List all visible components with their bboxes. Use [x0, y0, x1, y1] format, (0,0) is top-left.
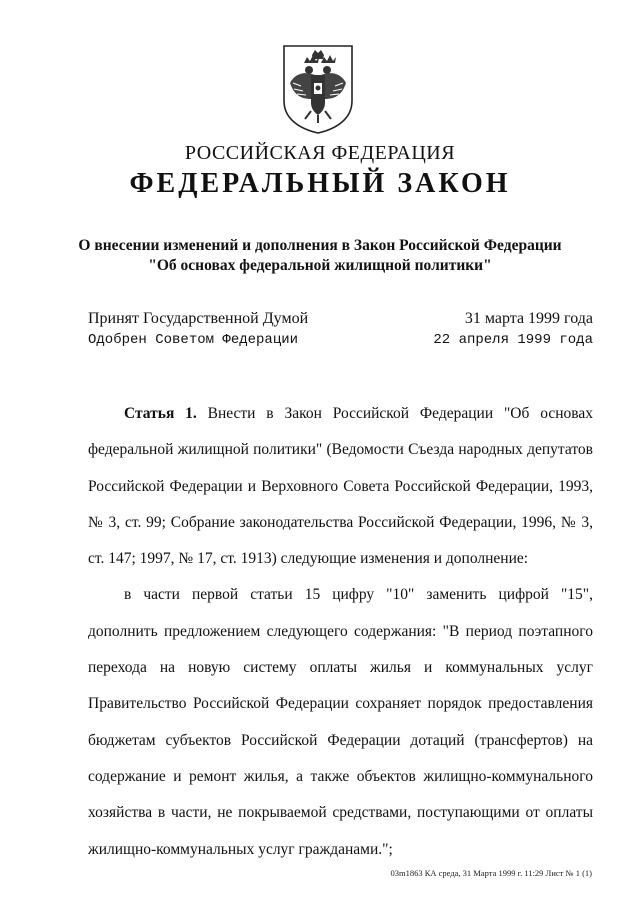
- article-heading: Статья 1.: [124, 405, 197, 422]
- document-type: ФЕДЕРАЛЬНЫЙ ЗАКОН: [129, 168, 511, 199]
- page-footer: 03m1863 КА среда, 31 Марта 1999 г. 11:29 Лист № 1 (1): [390, 868, 592, 878]
- adoption-label: Одобрен Советом Федерации: [88, 332, 299, 348]
- law-title-line-1: О внесении изменений и дополнения в Закон Российской Федерации: [78, 237, 562, 254]
- article-text: Внести в Закон Российской Федерации "Об основах федеральной жилищной политики" (Ведомости Съезда народных депутатов Российской Федерации и Верховного Совета Российской Федерации, 1993, № 3, ст. 99; Собрание законодательства Российской Федерации, 1996, № 3, ст. 147; 1997, № 17, ст. 1913) следующие изменения и дополнение:: [88, 405, 593, 568]
- article-paragraph: в части первой статьи 15 цифру "10" заменить цифрой "15", дополнить предложением следующего содержания: "В период поэтапного перехода на новую систему оплаты жилья и коммунальных услуг Правительство Российской Федерации сохраняет порядок предоставления бюджетам субъектов Российской Федерации дотаций (трансфертов) на содержание и ремонт жилья, а также объектов жилищно-коммунального хозяйства в части, не покрываемой средствами, поступающими от оплаты жилищно-коммунальных услуг гражданами.";: [88, 586, 593, 858]
- adoption-date: 31 марта 1999 года: [464, 310, 593, 327]
- article-paragraph: [88, 396, 593, 577]
- adoption-date: 22 апреля 1999 года: [433, 332, 593, 348]
- country-name: РОССИЙСКАЯ ФЕДЕРАЦИЯ: [184, 142, 456, 164]
- state-emblem-icon: [281, 43, 355, 135]
- law-title: [60, 236, 580, 276]
- article-body: [88, 396, 593, 868]
- law-title-line-2: "Об основах федеральной жилищной политики": [148, 257, 492, 274]
- adoption-label: Принят Государственной Думой: [88, 310, 309, 327]
